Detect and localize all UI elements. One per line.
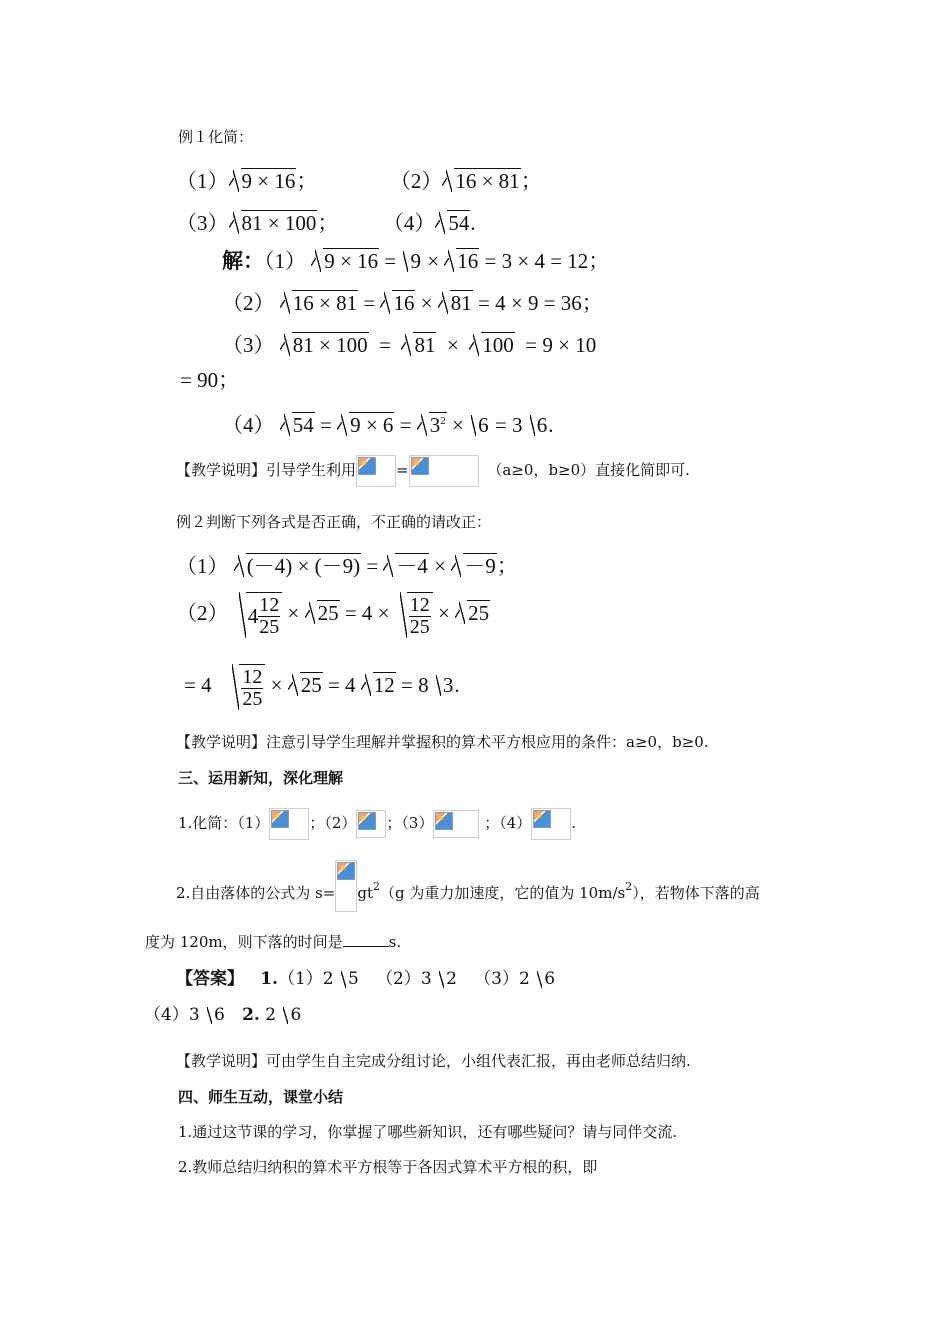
ex1-solution-1: 解：（1） 9 × 16 = 9 × 16 = 3 × 4 = 12； xyxy=(222,249,610,273)
fraction-image-placeholder xyxy=(335,860,357,912)
ex1-problem-1-2: （1） 9 × 16； （2） 16 × 81； xyxy=(176,169,542,193)
broken-image-icon xyxy=(271,810,289,828)
exercise-2-line-1: 2.自由落体的公式为 s= $gt^2(g$ 为重力加速度，它的值为 $10m/s^2$），若物体下落的高 xyxy=(176,860,760,912)
broken-image-icon xyxy=(358,457,376,475)
teaching-note-1: 【教学说明】引导学生利用 = （a≥0，b≥0）直接化简即可. xyxy=(176,455,690,487)
answer-blank xyxy=(343,933,389,947)
broken-image-icon xyxy=(533,810,551,828)
formula-image-placeholder xyxy=(356,455,396,487)
broken-image-icon xyxy=(337,862,355,880)
section-3-heading: 三、运用新知，深化理解 xyxy=(178,769,344,787)
ex1-solution-3: （3） 81 × 100 = 81 × 100 = 9 × 10 xyxy=(222,333,597,357)
broken-image-icon xyxy=(358,812,376,830)
ex1-solution-2: （2） 16 × 81 = 16 × 81 = 4 × 9 = 36； xyxy=(222,291,603,315)
broken-image-icon xyxy=(411,457,429,475)
formula-image-placeholder xyxy=(433,810,479,838)
ex2-line-2: （2） 4 12 25 × 25 = 4 × 12 25 × 25 xyxy=(176,594,490,638)
summary-item-1: 1.通过这节课的学习，你掌握了哪些新知识，还有哪些疑问？请与同伴交流. xyxy=(178,1123,678,1141)
example-2-title: 例２判断下列各式是否正确，不正确的请改正： xyxy=(176,513,492,531)
teaching-note-3: 【教学说明】可由学生自主完成分组讨论，小组代表汇报，再由老师总结归纳. xyxy=(176,1052,691,1070)
sqrt: 9 × 16 xyxy=(229,168,297,192)
ex1-solution-4: （4） $54 = 9 \times 6 = 3^2 \times 6 = 3$ 6. xyxy=(222,413,554,437)
formula-image-placeholder xyxy=(356,810,386,838)
example-1-title: 例１化简： xyxy=(178,128,254,146)
exercise-1: 1.化简：（1） ；（2） ；（3） ；（4） . xyxy=(178,808,576,840)
answer-line-2: （4）3 6 2. 2 6 xyxy=(144,1005,302,1025)
answer-line-1: 【答案】 1.（1）2 5 （2）3 2 （3）2 6 xyxy=(176,969,556,989)
formula-image-placeholder xyxy=(409,455,479,487)
ex2-line-3: = 4 12 25 × 25 = 4 12 = 8 3. xyxy=(184,666,460,710)
ex1-solution-3-cont: = 90； xyxy=(180,368,240,392)
formula-image-placeholder xyxy=(269,808,309,840)
section-4-heading: 四、师生互动，课堂小结 xyxy=(178,1088,344,1106)
exercise-2-line-2: 度为 120m，则下落的时间是 s. xyxy=(145,933,402,951)
ex1-problem-3-4: （3） 81 × 100； （4） 54. xyxy=(176,211,476,235)
formula-image-placeholder xyxy=(531,808,571,840)
summary-item-2: 2.教师总结归纳积的算术平方根等于各因式算术平方根的积，即 xyxy=(178,1158,598,1176)
ex2-line-1: （1） (－4) × (－9) = －4 × －9； xyxy=(176,554,518,578)
broken-image-icon xyxy=(435,812,453,830)
teaching-note-2: 【教学说明】注意引导学生理解并掌握积的算术平方根应用的条件：a≥0，b≥0. xyxy=(176,733,709,751)
